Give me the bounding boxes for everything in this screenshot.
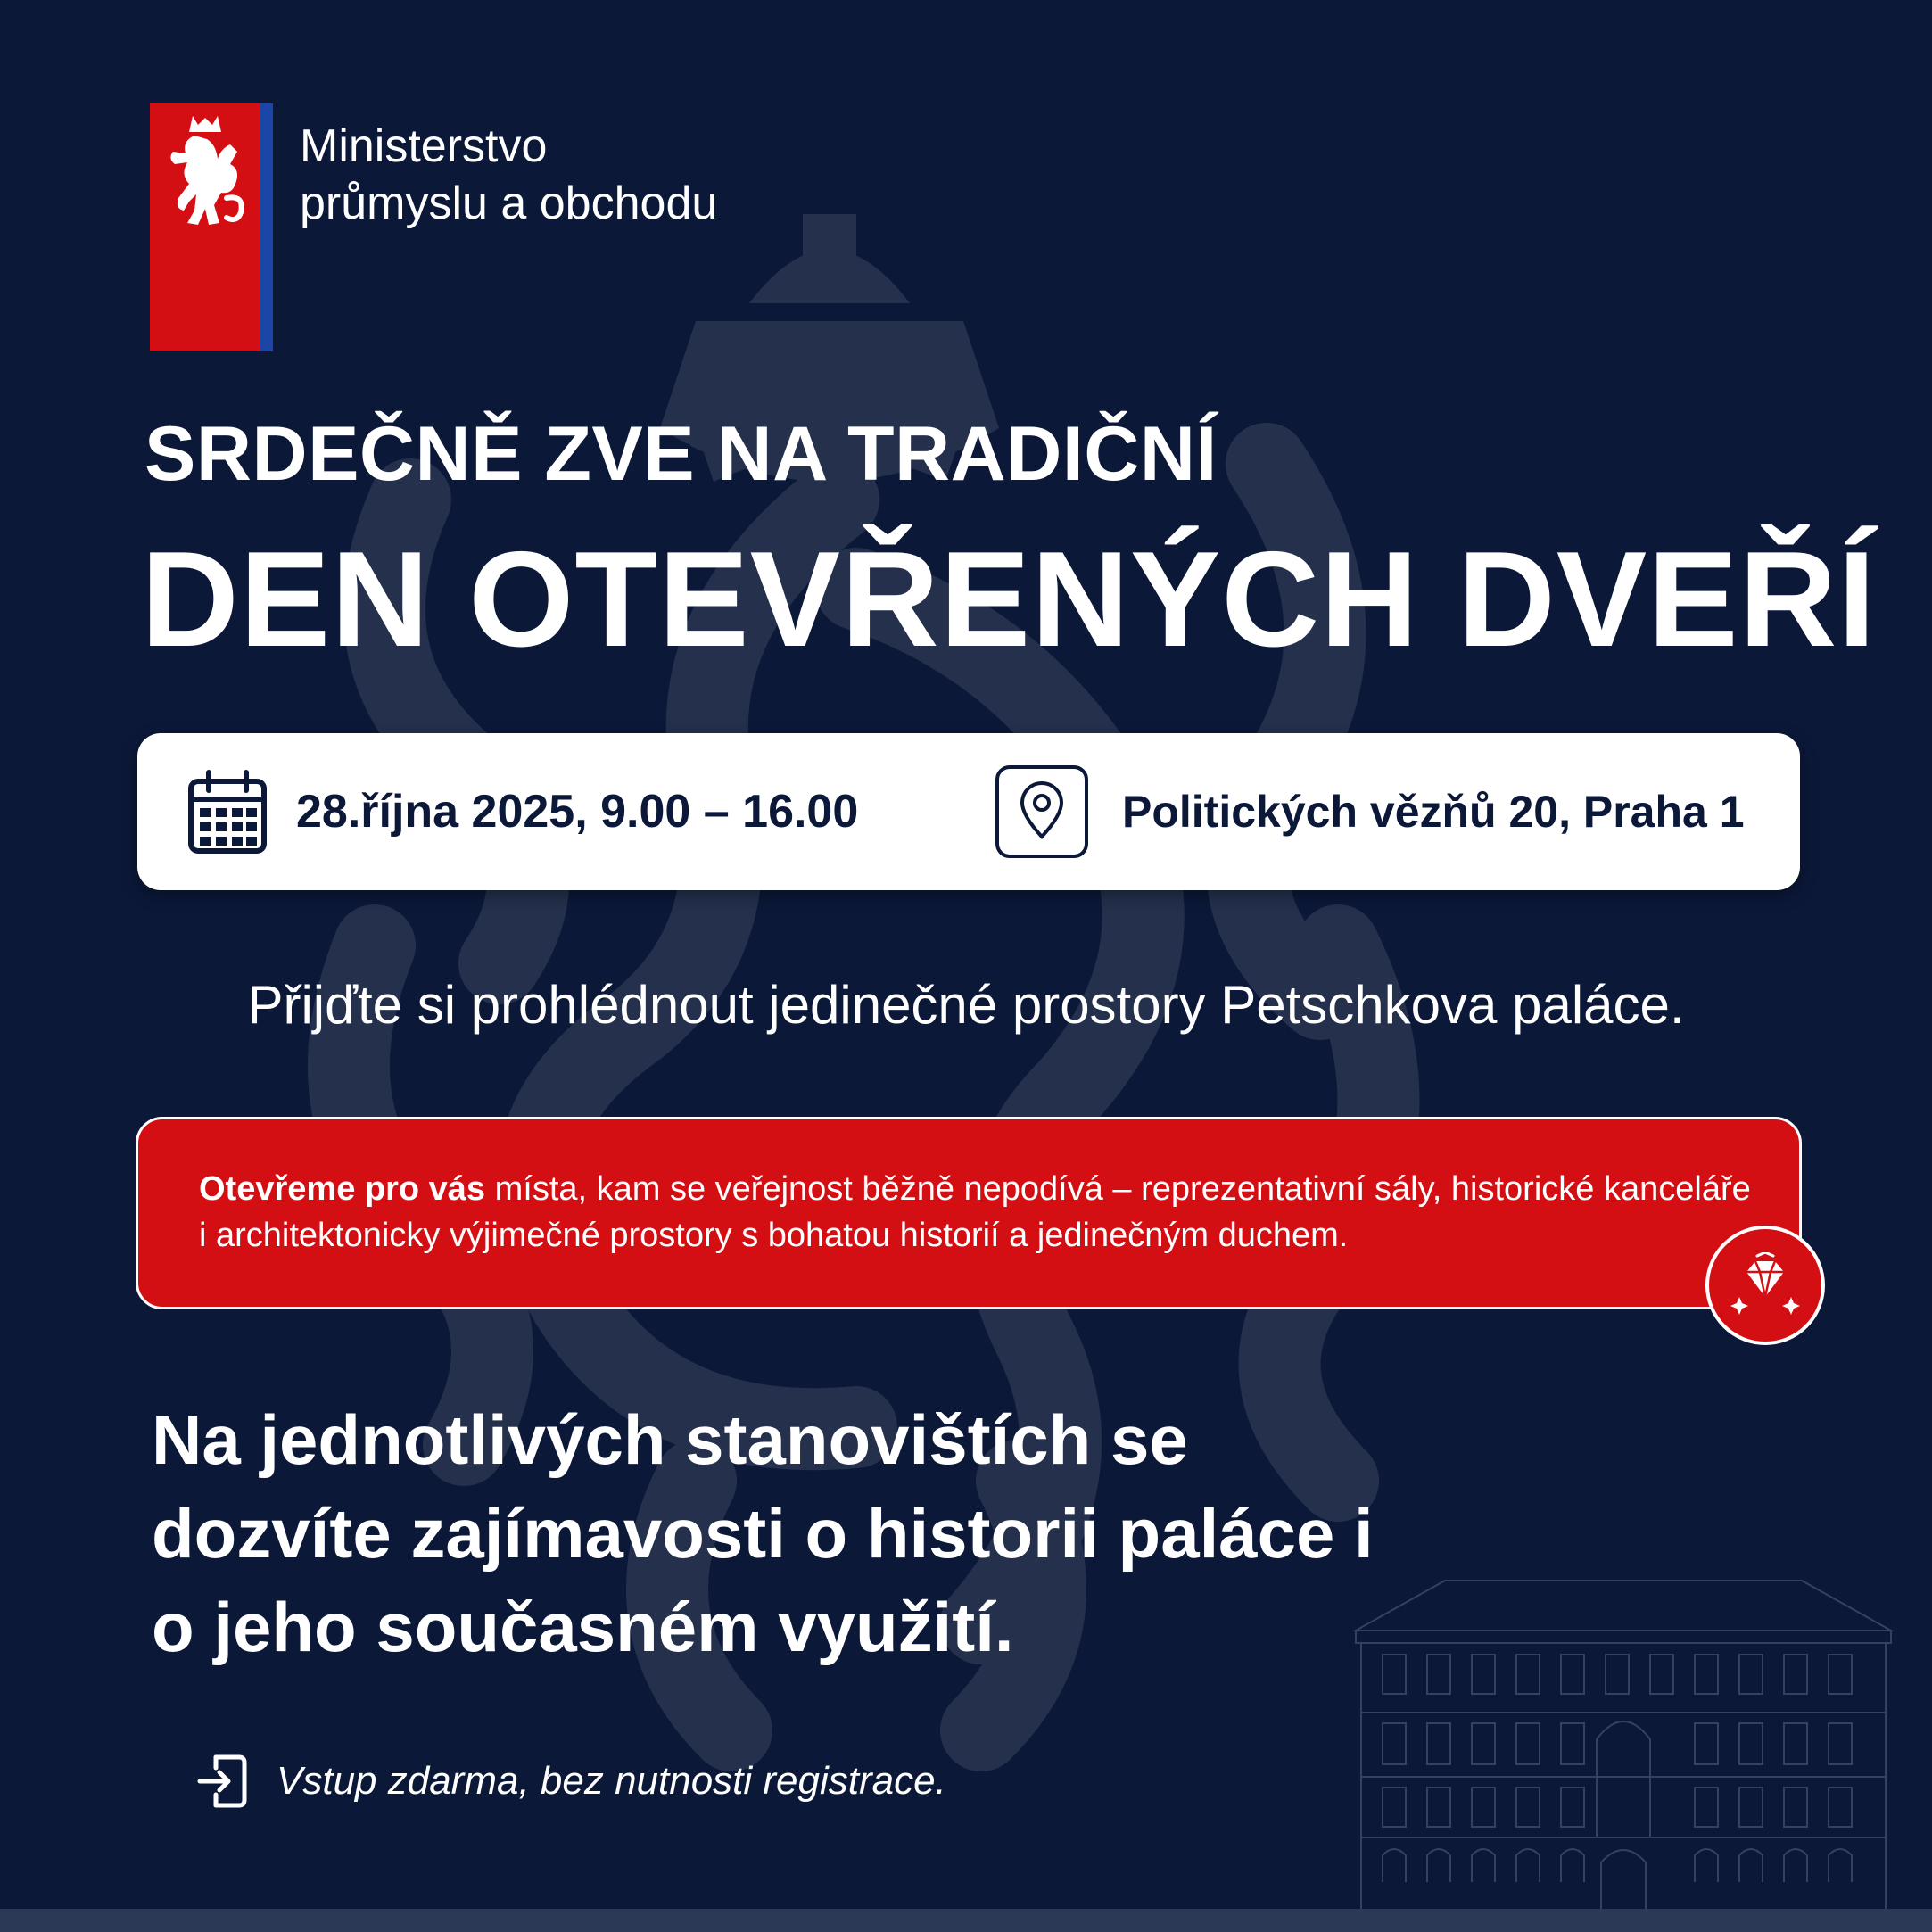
ministry-name-line2: průmyslu a obchodu: [300, 178, 718, 229]
sign-in-icon: [196, 1754, 248, 1809]
event-date: [187, 733, 858, 890]
event-info-bar: [137, 733, 1800, 890]
ministry-logo: [150, 103, 717, 351]
stations-text: Na jednotlivých stanovištích se dozvíte zajímavosti o historii paláce i o jeho současném využití.: [152, 1400, 1374, 1666]
gem-badge: [1705, 1226, 1825, 1345]
highlight-bold-text: Otevřeme pro vás: [199, 1170, 486, 1208]
event-headline: DEN OTEVŘENÝCH DVEŘÍ: [141, 524, 1877, 675]
highlight-text: [199, 1166, 1751, 1259]
logo-flag: [150, 103, 273, 351]
event-date-text: 28.října 2025, 9.00 – 16.00: [296, 786, 859, 838]
entry-text: Vstup zdarma, bez nutnosti registrace.: [277, 1759, 946, 1803]
diamond-icon: [1730, 1252, 1800, 1318]
lion-emblem-icon: [162, 112, 248, 230]
ministry-name-line1: Ministerstvo: [300, 120, 548, 172]
map-pin-icon: [995, 765, 1088, 858]
ministry-name: [300, 118, 717, 232]
invitation-text: Přijďte si prohlédnout jedinečné prostory Petschkova paláce.: [247, 975, 1685, 1035]
bottom-strip: [0, 1909, 1932, 1932]
event-address-text: Politických vězňů 20, Praha 1: [1122, 787, 1745, 837]
calendar-icon: [187, 769, 268, 855]
invitation-kicker: SRDEČNĚ ZVE NA TRADIČNÍ: [144, 411, 1218, 497]
event-location: [995, 733, 1745, 890]
palace-building-illustration: [1347, 1579, 1900, 1913]
highlight-box: [136, 1117, 1802, 1309]
entry-note: [196, 1754, 946, 1809]
highlight-body-text: místa, kam se veřejnost běžně nepodívá – reprezentativní sály, historické kanceláře i architektonicky výjimečné prostory s bohatou historií a jedinečným duchem.: [199, 1170, 1751, 1254]
